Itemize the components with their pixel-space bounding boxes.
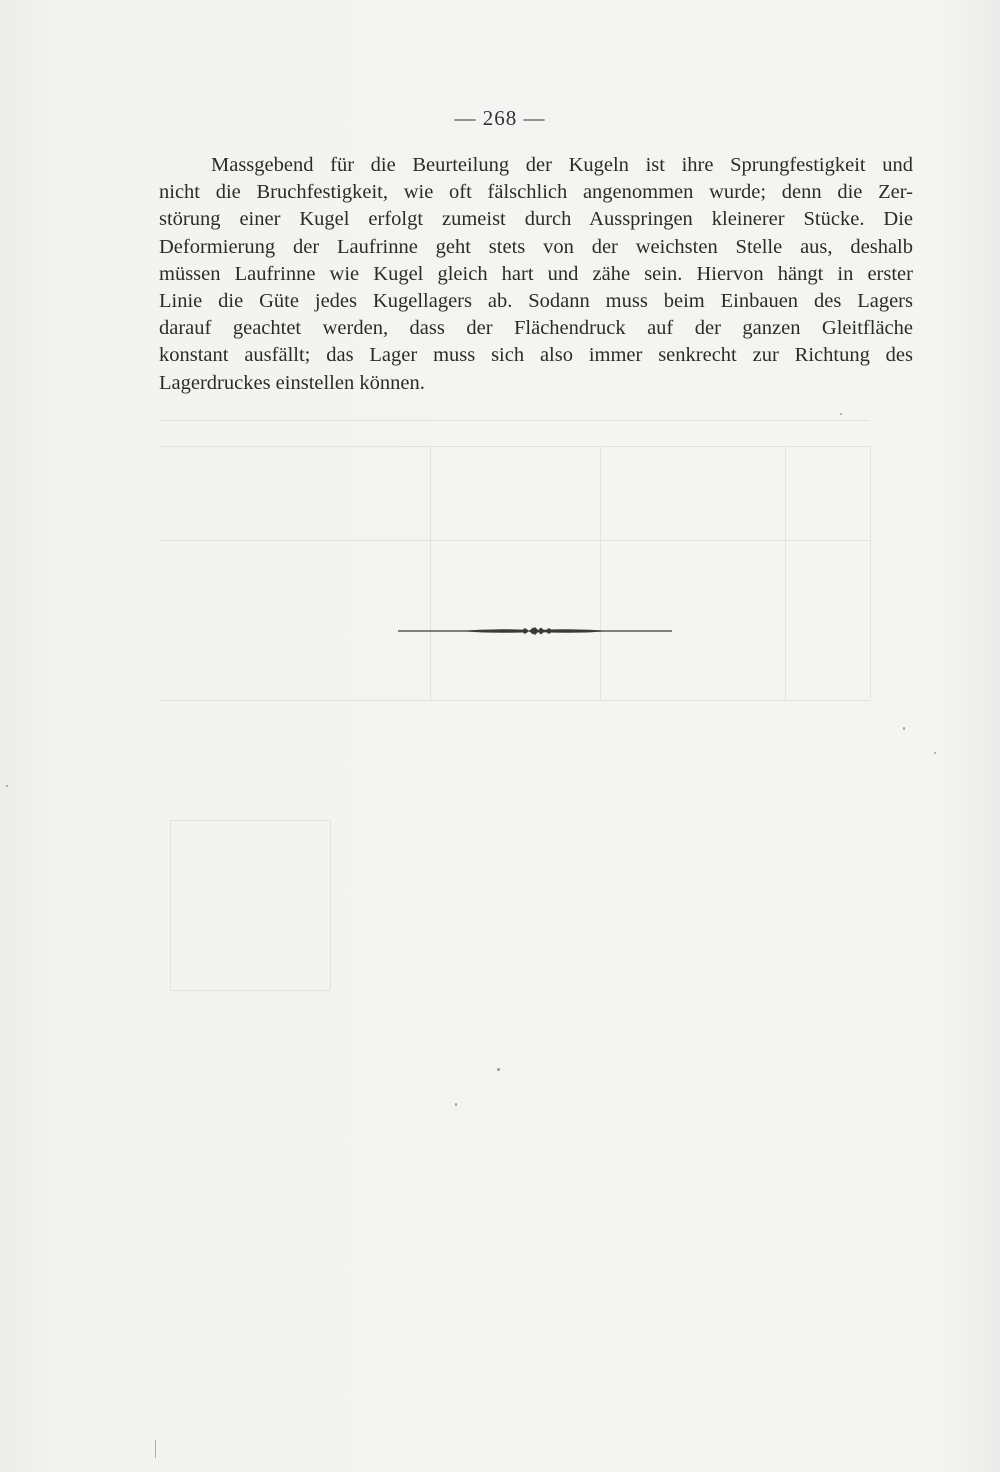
paragraph-line: Lagerdruckes einstellen können. [159,371,425,394]
bleed-through-rule [170,990,330,991]
bleed-through-rule [160,540,870,541]
scan-speck [934,752,936,754]
bleed-through-rule [785,446,786,700]
scan-speck [455,1103,457,1106]
paragraph-line: darauf geachtet werden, dass der Flächendruck auf der ganzen Gleitfläche [159,317,913,340]
paragraph-line: Massgebend für die Beurteilung der Kugeln ist ihre Sprungfestigkeit und [211,154,913,176]
paragraph-line: müssen Laufrinne wie Kugel gleich hart und zähe sein. Hiervon hängt in erster [159,262,913,285]
paragraph-line: Deformierung der Laufrinne geht stets von der weichsten Stelle aus, deshalb [159,235,913,258]
bleed-through-rule [430,446,431,700]
paragraph-line: nicht die Bruchfestigkeit, wie oft fälschlich angenommen wurde; denn die Zer- [159,181,913,204]
bleed-through-rule [870,446,871,700]
bleed-through-rule [330,820,331,990]
paragraph-line: konstant ausfällt; das Lager muss sich also immer senkrecht zur Richtung des [159,344,913,367]
section-end-ornament-icon [398,623,672,639]
scan-speck [497,1068,500,1071]
scan-speck [840,413,842,415]
paragraph-line: störung einer Kugel erfolgt zumeist durch Ausspringen kleinerer Stücke. Die [159,208,913,231]
bleed-through-rule [160,446,870,447]
scan-speck [903,727,905,730]
body-paragraph [159,152,913,397]
paragraph-line: Linie die Güte jedes Kugellagers ab. Sodann muss beim Einbauen des Lagers [159,290,913,313]
bleed-through-rule [170,820,330,821]
bleed-through-rule [600,446,601,700]
bleed-through-rule [170,820,171,990]
bleed-through-rule [160,700,870,701]
scan-speck [6,785,8,787]
page-number: — 268 — [454,106,546,130]
scan-speck [155,1440,156,1458]
bleed-through-rule [160,420,870,421]
